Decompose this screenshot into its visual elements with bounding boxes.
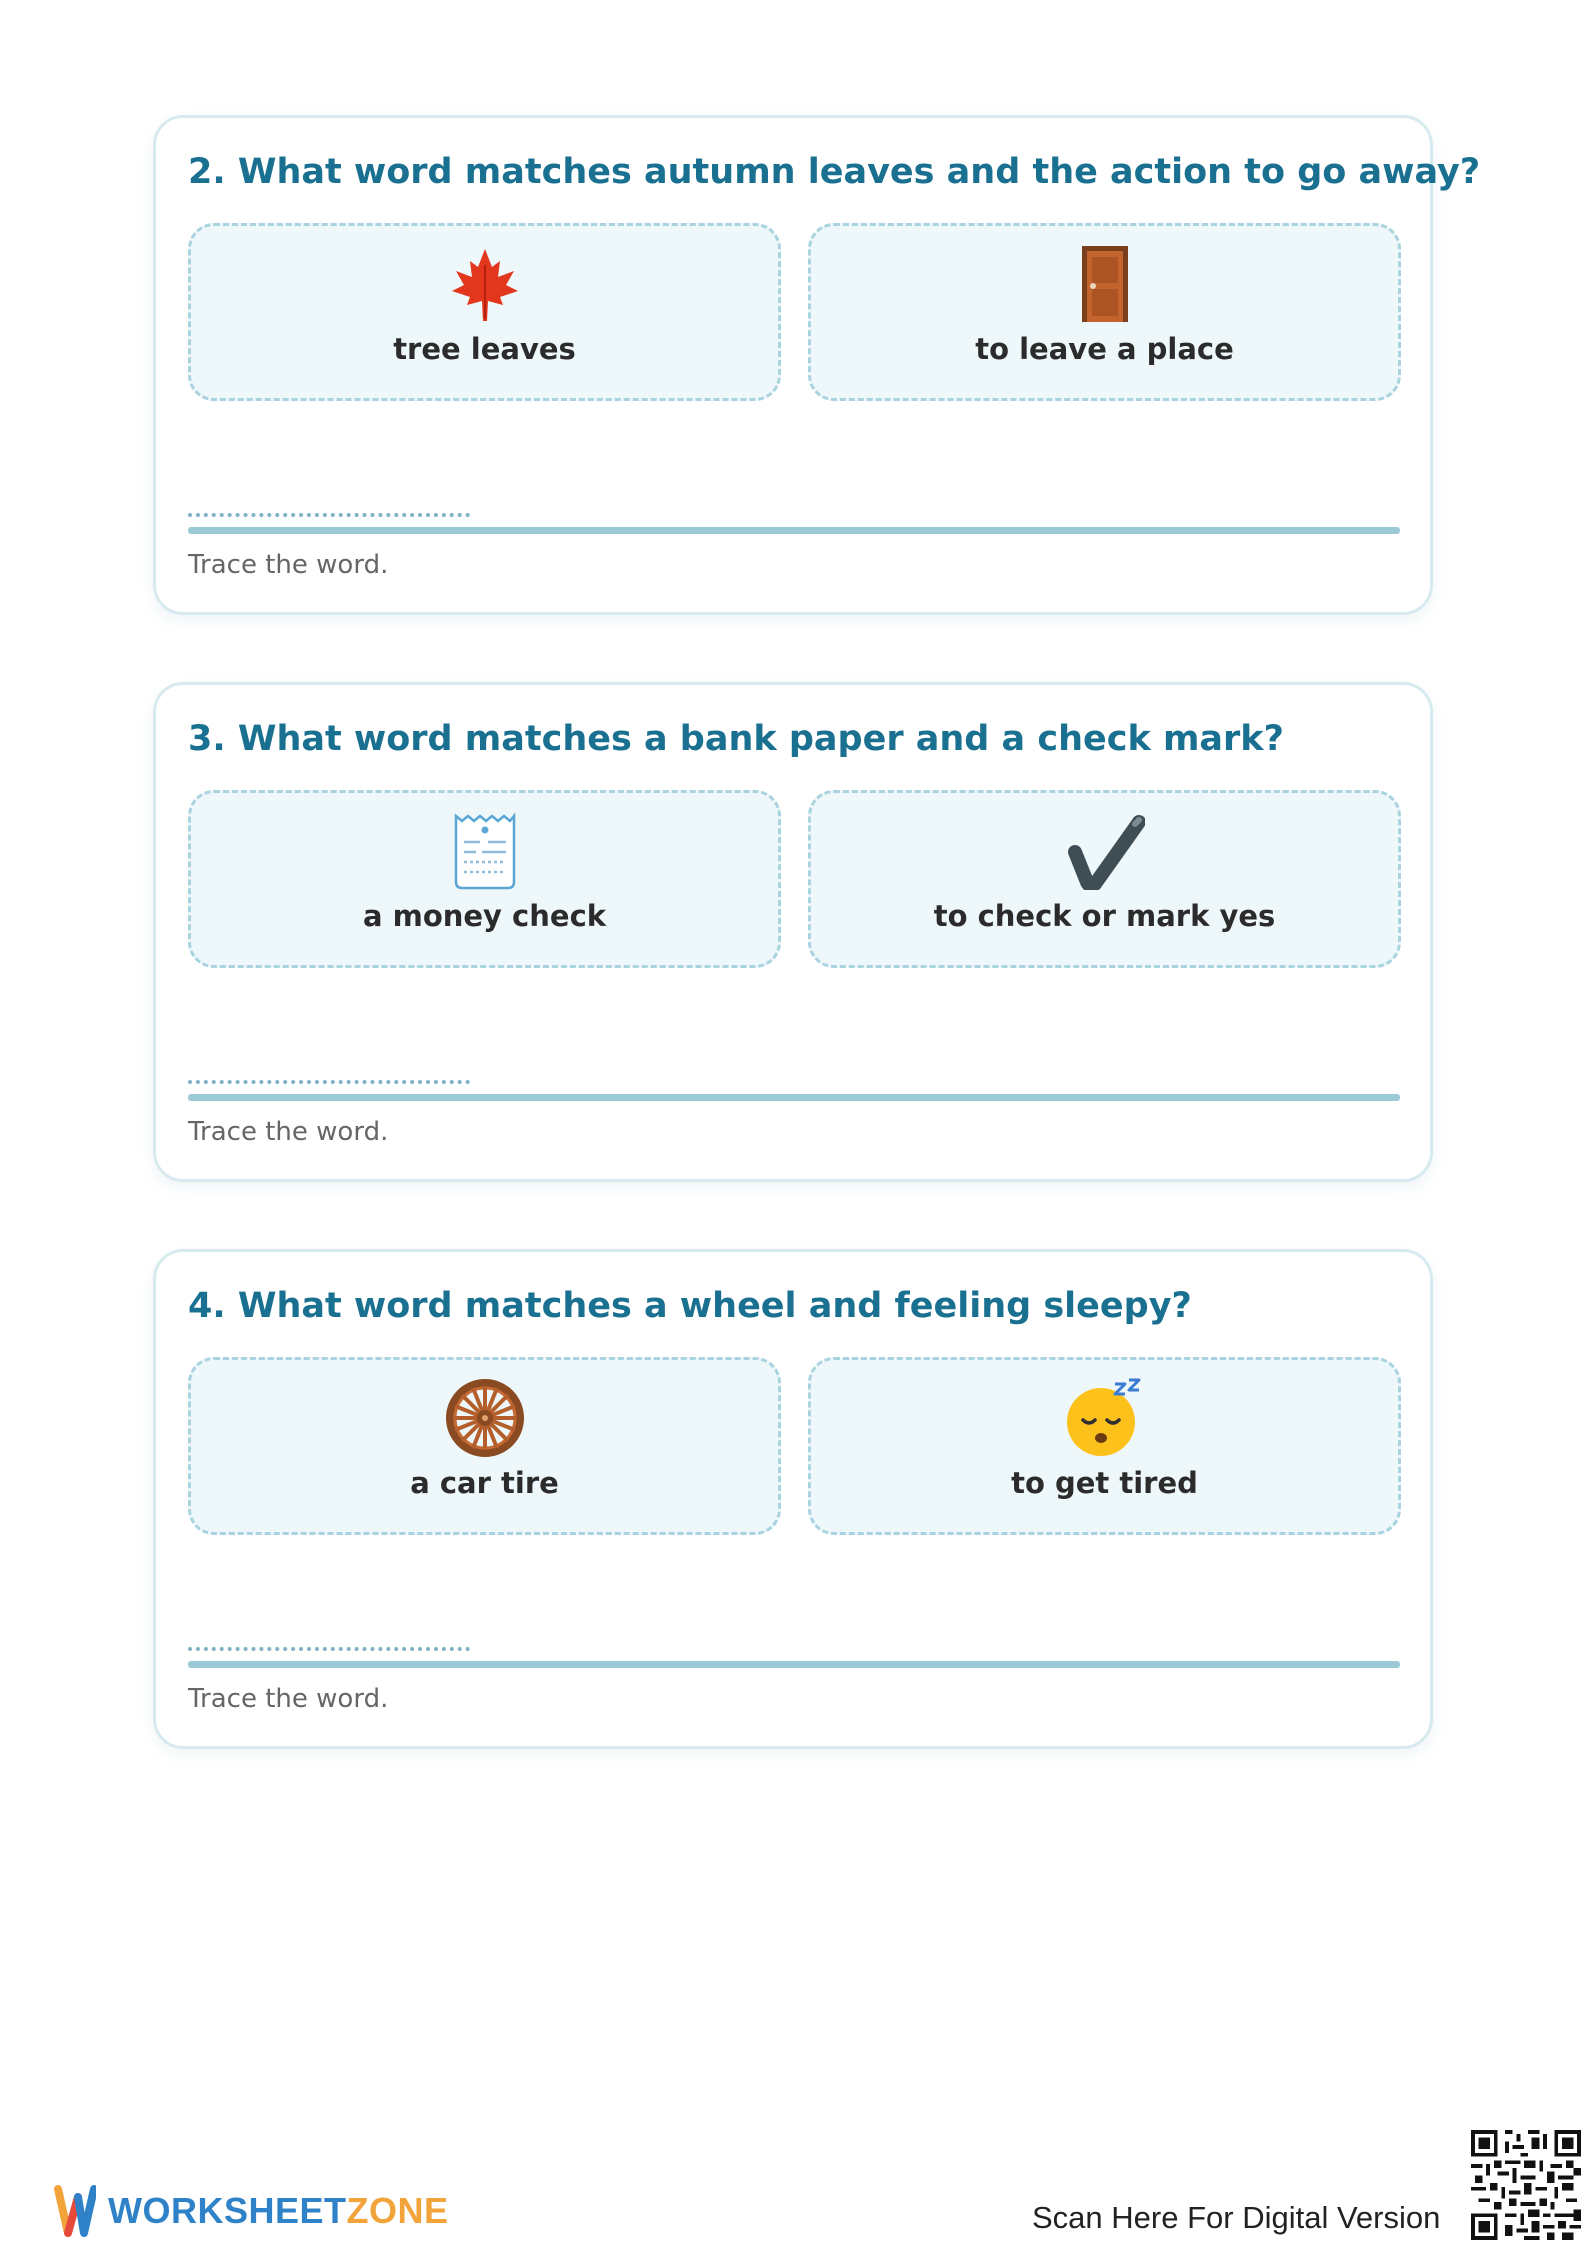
- option-check-or-mark-yes[interactable]: [808, 790, 1401, 968]
- question-title: 3. What word matches a bank paper and a check mark?: [188, 719, 1284, 759]
- option-leave-a-place[interactable]: [808, 223, 1401, 401]
- logo-text-worksheet: WORKSHEET: [108, 2190, 347, 2231]
- option-get-tired[interactable]: [808, 1357, 1401, 1535]
- option-tree-leaves[interactable]: [188, 223, 781, 401]
- trace-writing-line[interactable]: [188, 1661, 1400, 1668]
- question-card-2: [153, 115, 1481, 615]
- trace-dotted-guide: [188, 513, 470, 517]
- option-label: tree leaves: [393, 332, 576, 366]
- trace-instruction: Trace the word.: [188, 1684, 389, 1714]
- wheel-icon: [191, 1378, 778, 1458]
- question-title: 2. What word matches autumn leaves and the action to go away?: [188, 152, 1481, 192]
- logo-text-zone: ZONE: [346, 2190, 449, 2231]
- question-card-4: [153, 1249, 1433, 1749]
- trace-dotted-guide: [188, 1647, 470, 1651]
- trace-instruction: Trace the word.: [188, 1117, 389, 1147]
- worksheetzone-logo[interactable]: [54, 2183, 449, 2239]
- option-money-check[interactable]: [188, 790, 781, 968]
- trace-dotted-guide: [188, 1080, 470, 1084]
- trace-instruction: Trace the word.: [188, 550, 389, 580]
- qr-code-icon[interactable]: [1471, 2130, 1581, 2240]
- question-title: 4. What word matches a wheel and feeling sleepy?: [188, 1286, 1192, 1326]
- option-label: a money check: [362, 899, 607, 933]
- maple-leaf-icon: [191, 244, 778, 324]
- check-mark-icon: [811, 811, 1398, 891]
- option-label: to check or mark yes: [933, 899, 1276, 933]
- option-label: to leave a place: [975, 332, 1234, 366]
- option-label: to get tired: [1011, 1466, 1198, 1500]
- option-label: a car tire: [410, 1466, 559, 1500]
- door-icon: [811, 244, 1398, 324]
- option-car-tire[interactable]: [188, 1357, 781, 1535]
- receipt-icon: [191, 811, 778, 891]
- trace-writing-line[interactable]: [188, 1094, 1400, 1101]
- question-card-3: [153, 682, 1433, 1182]
- trace-writing-line[interactable]: [188, 527, 1400, 534]
- sleepy-face-icon: [811, 1378, 1398, 1458]
- scan-caption: Scan Here For Digital Version: [1032, 2200, 1441, 2235]
- w-mark-icon: [54, 2183, 96, 2239]
- logo-wordmark: [108, 2190, 449, 2232]
